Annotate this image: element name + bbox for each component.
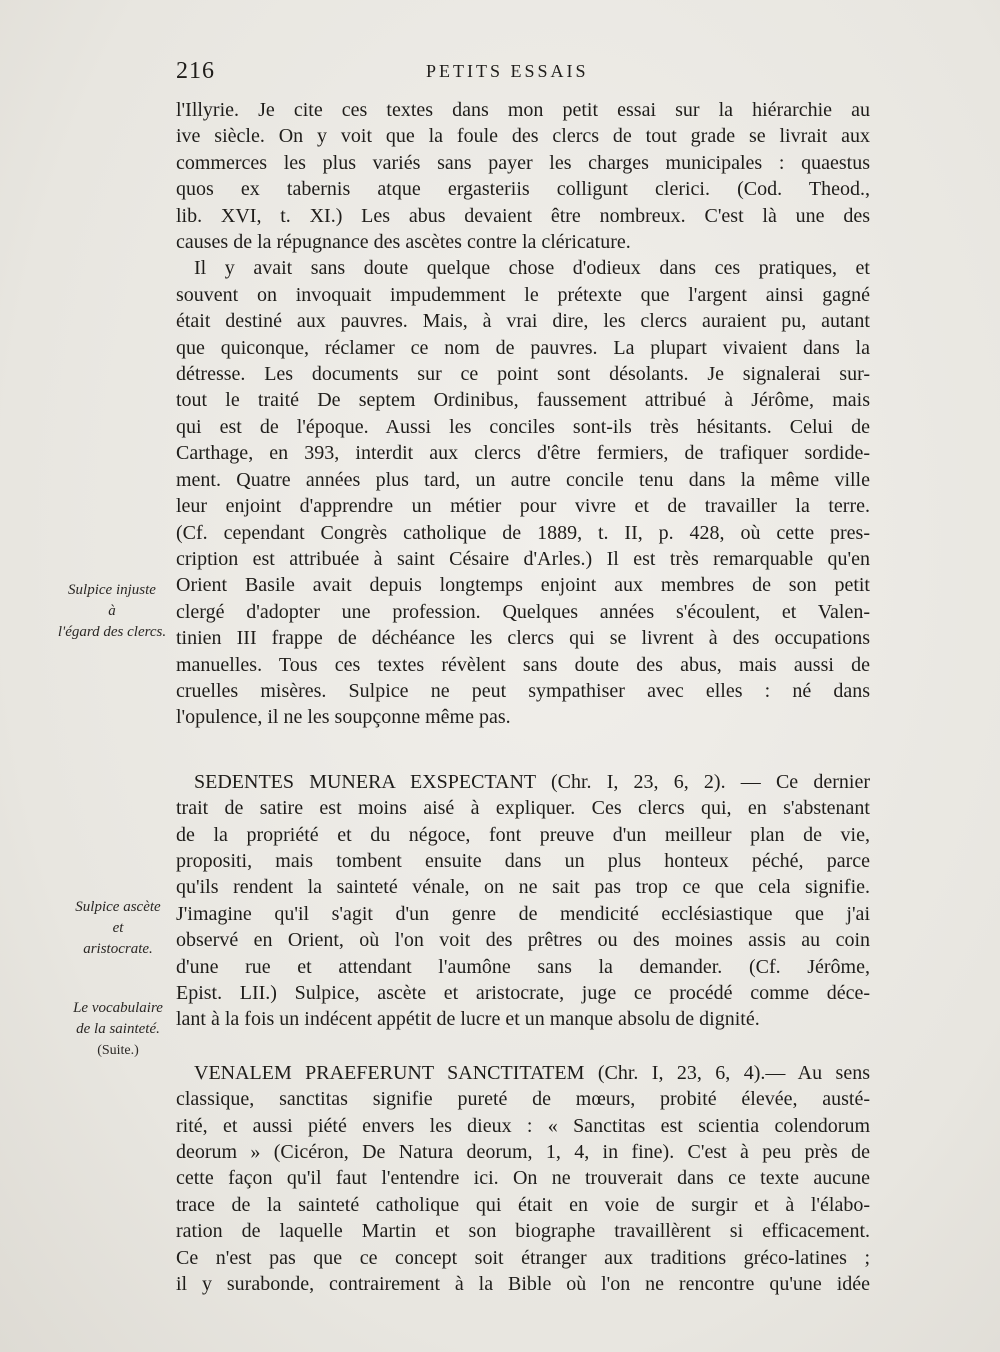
- text-line: lib. XVI, t. XI.) Les abus devaient être nombreux. C'est là une des: [176, 204, 870, 227]
- text-line: J'imagine qu'il s'agit d'un genre de mendicité ecclésiastique que j'ai: [176, 902, 870, 925]
- margin-note-line: de la sainteté.: [76, 1021, 160, 1037]
- body-text: [176, 97, 870, 1297]
- text-line: classique, sanctitas signifie pureté de mœurs, probité élevée, austé-: [176, 1088, 870, 1111]
- text-line: il y surabonde, contrairement à la Bible où l'on ne rencontre qu'une idée: [176, 1273, 870, 1296]
- text-line: commerces les plus variés sans payer les charges municipales : quaestus: [176, 151, 870, 174]
- paragraph-sedentes: [176, 769, 870, 1033]
- text-line: observé en Orient, où l'on voit des prêtres ou des moines assis au coin: [176, 929, 870, 952]
- margin-note-line: et: [112, 920, 124, 936]
- text-line: ment. Quatre années plus tard, un autre concile tenu dans la même ville: [176, 468, 870, 491]
- margin-note-line: aristocrate.: [83, 941, 153, 957]
- text-line: Il y avait sans doute quelque chose d'odieux dans ces pratiques, et: [194, 257, 870, 280]
- text-line: cruelles misères. Sulpice ne peut sympathiser avec elles : né dans: [176, 679, 870, 702]
- text-line: d'une rue et attendant l'aumône sans la demander. (Cf. Jérôme,: [176, 955, 870, 978]
- text-line: Carthage, en 393, interdit aux clercs d'être fermiers, de trafiquer sordide-: [176, 442, 870, 465]
- text-line: détresse. Les documents sur ce point sont désolants. Je signalerai sur-: [176, 363, 870, 386]
- text-line: rité, et aussi piété envers les dieux : « Sanctitas est scientia colendorum: [176, 1114, 870, 1137]
- margin-note-line: l'égard des clercs.: [57, 624, 167, 640]
- text-line: clergé d'adopter une profession. Quelques années s'écoulent, et Valen-: [176, 600, 870, 623]
- text-line: cription est attribuée à saint Césaire d'Arles.) Il est très remarquable qu'en: [176, 547, 870, 570]
- text-line: ration de laquelle Martin et son biographe travaillèrent si efficacement.: [176, 1220, 870, 1243]
- text-line: trait de satire est moins aisé à expliquer. Ces clercs qui, en s'abstenant: [176, 797, 870, 820]
- text-line: l'Illyrie. Je cite ces textes dans mon petit essai sur la hiérarchie au: [176, 99, 870, 121]
- section-gap: [176, 1033, 870, 1060]
- text-line: quos ex tabernis atque ergasteriis colligunt clerici. (Cod. Theod.,: [176, 178, 870, 201]
- text-line: qu'ils rendent la sainteté vénale, on ne sait pas trop ce que cela signifie.: [176, 876, 870, 899]
- text-line: deorum » (Cicéron, De Natura deorum, 1, 4, in fine). C'est à peu près de: [176, 1141, 870, 1164]
- text-line: tout le traité De septem Ordinibus, faussement attribué à Jérôme, mais: [176, 389, 870, 412]
- text-line: de la propriété et du négoce, font preuve d'un meilleur plan de vie,: [176, 823, 870, 846]
- running-title: PETITS ESSAIS: [426, 61, 589, 81]
- text-line: l'opulence, il ne les soupçonne même pas.: [176, 706, 511, 729]
- page-number: 216: [176, 58, 215, 84]
- text-line: Orient Basile avait depuis longtemps enjoint aux membres de son petit: [176, 574, 870, 597]
- margin-note-line: Le vocabulaire: [73, 1000, 163, 1016]
- text-line: Epist. LII.) Sulpice, ascète et aristocrate, juge ce procédé comme déce-: [176, 982, 870, 1004]
- text-line: trace de la sainteté catholique qui était en voie de surgir et à l'élabo-: [176, 1193, 870, 1216]
- text-line: Ce n'est pas que ce concept soit étranger aux traditions gréco-latines ;: [176, 1246, 870, 1269]
- paragraph-odieux: [176, 255, 870, 730]
- text-line: manuelles. Tous ces textes révèlent sans doute des abus, mais aussi de: [176, 653, 870, 676]
- margin-note-sulpice-injuste: [48, 580, 176, 643]
- text-line: propositi, mais tombent ensuite dans un plus honteux péché, parce: [176, 849, 870, 872]
- margin-note-vocabulaire: [60, 998, 176, 1061]
- section-heading-line: SEDENTES MUNERA EXSPECTANT (Chr. I, 23, 6, 2). — Ce dernier: [194, 770, 870, 793]
- text-line: cette façon qu'il faut l'entendre ici. On ne trouverait dans ce texte aucune: [176, 1167, 870, 1190]
- text-line: souvent on invoquait impudemment le prétexte que l'argent ainsi gagné: [176, 283, 870, 306]
- paragraph-venalem: [176, 1060, 870, 1298]
- text-line: ive siècle. On y voit que la foule des clercs de tout grade se livrait aux: [176, 125, 870, 148]
- text-line: lant à la fois un indécent appétit de lucre et un manque absolu de dignité.: [176, 1008, 760, 1031]
- section-heading-line: VENALEM PRAEFERUNT SANCTITATEM (Chr. I, 23, 6, 4).— Au sens: [194, 1061, 870, 1084]
- page-header: [176, 58, 868, 88]
- text-line: tinien III frappe de déchéance les clercs qui se livrent à des occupations: [176, 627, 870, 650]
- paragraph-illyrie: [176, 97, 870, 255]
- text-line: causes de la répugnance des ascètes contre la cléricature.: [176, 231, 631, 254]
- margin-note-line: Sulpice injuste: [68, 582, 156, 598]
- margin-note-sulpice-ascete: [60, 897, 176, 960]
- margin-note-line: (Suite.): [97, 1043, 139, 1058]
- text-line: était destiné aux pauvres. Mais, à vrai dire, les clercs auraient pu, autant: [176, 310, 870, 333]
- text-line: (Cf. cependant Congrès catholique de 1889, t. II, p. 428, où cette pres-: [176, 521, 870, 544]
- text-line: leur enjoint d'apprendre un métier pour vivre et de travailler la terre.: [176, 495, 870, 518]
- margin-note-line: à: [108, 603, 116, 619]
- section-gap: [176, 731, 870, 769]
- text-line: qui est de l'époque. Aussi les conciles sont-ils très hésitants. Celui de: [176, 415, 870, 438]
- margin-note-line: Sulpice ascète: [75, 899, 161, 915]
- text-line: que quiconque, réclamer ce nom de pauvres. La plupart vivaient dans la: [176, 336, 870, 359]
